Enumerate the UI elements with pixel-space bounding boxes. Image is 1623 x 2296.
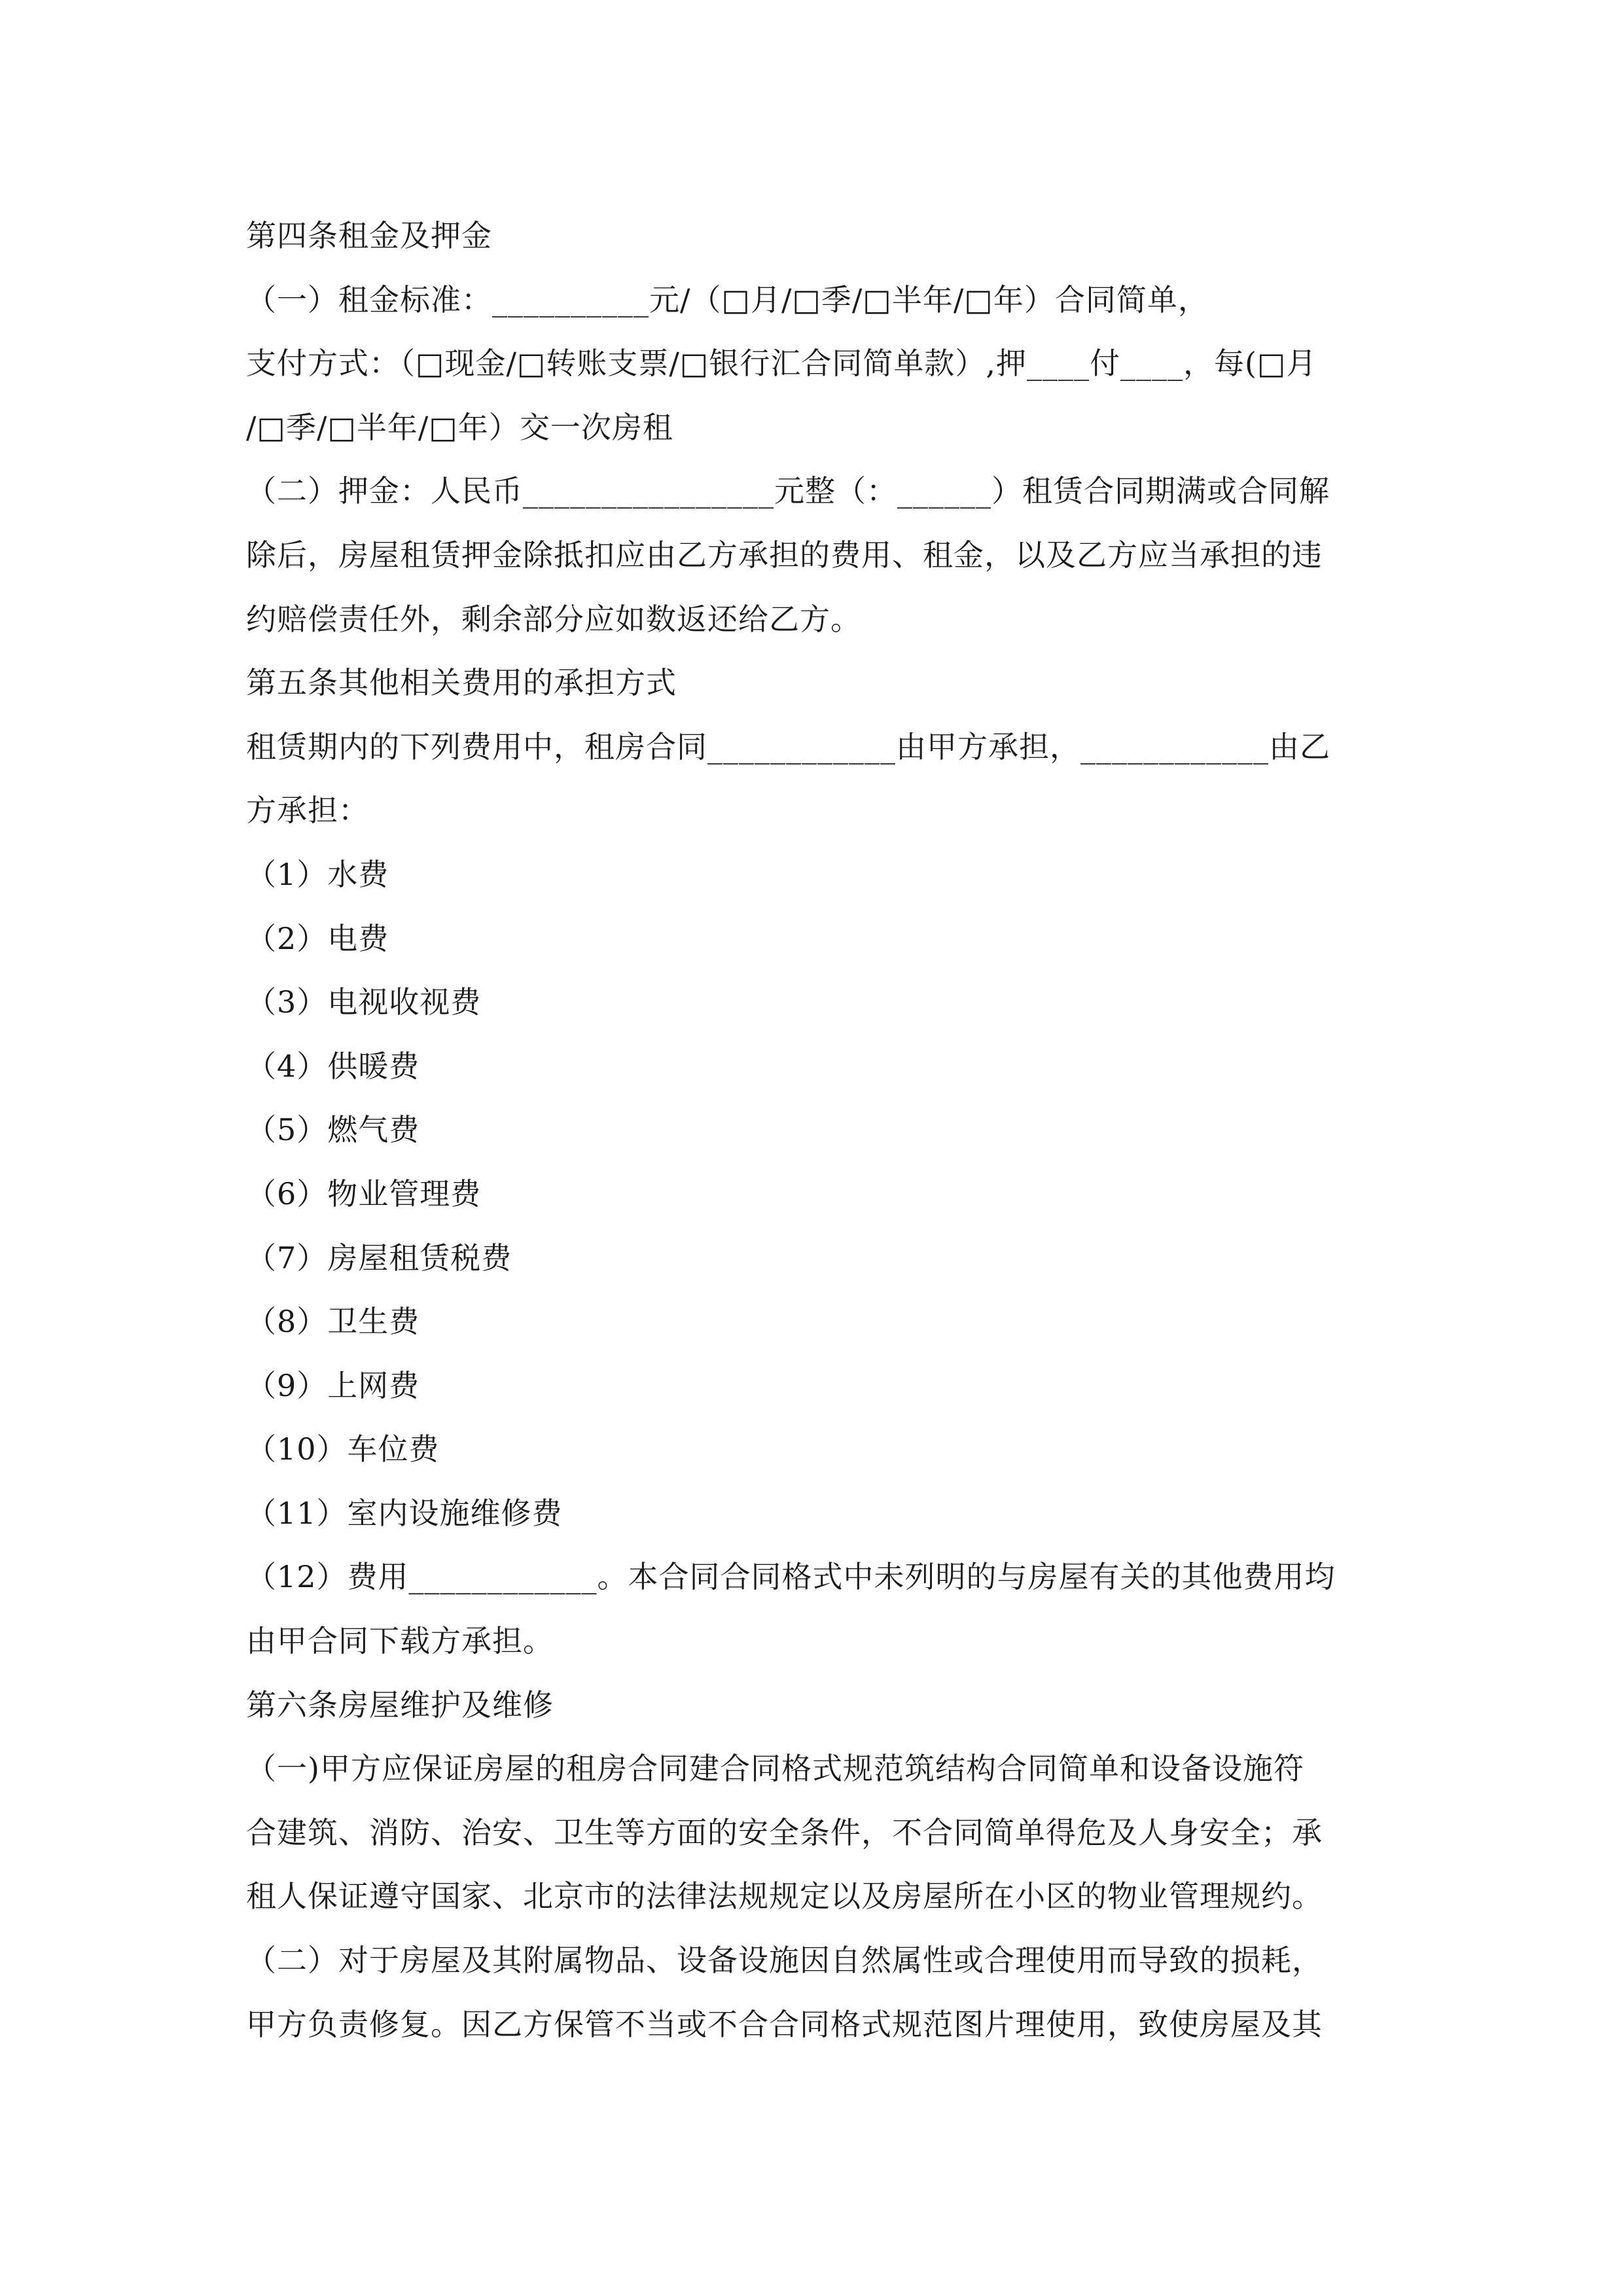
payment-frequency-line: /□季/□半年/□年）交一次房租 <box>246 409 673 445</box>
fee-item-indoor-repair: （11）室内设施维修费 <box>246 1495 563 1531</box>
fee-item-property-management: （6）物业管理费 <box>246 1175 482 1211</box>
fees-intro-line-1: 租赁期内的下列费用中，租房合同____________由甲方承担，____________由乙 <box>246 728 1330 764</box>
document-body <box>246 204 1391 2056</box>
article-6-heading: 第六条房屋维护及维修 <box>246 1687 554 1723</box>
article-5-heading: 第五条其他相关费用的承担方式 <box>246 665 677 701</box>
fee-item-sanitation: （8）卫生费 <box>246 1304 420 1340</box>
fee-item-other-line-2: 由甲合同下载方承担。 <box>246 1623 554 1659</box>
maintenance-clause-2-line-2: 甲方负责修复。因乙方保管不当或不合合同格式规范图片理使用，致使房屋及其 <box>246 2006 1323 2042</box>
deposit-line-1: （二）押金：人民币________________元整（：______）租赁合同期满或合同解 <box>246 473 1330 509</box>
fee-item-gas: （5）燃气费 <box>246 1112 420 1148</box>
payment-method-line: 支付方式：（□现金/□转账支票/□银行汇合同简单款）,押____付____，每(□月 <box>246 346 1317 382</box>
rent-standard-line: （一）租金标准：__________元/（□月/□季/□半年/□年）合同简单， <box>246 281 1209 317</box>
maintenance-clause-1-line-3: 租人保证遵守国家、北京市的法律法规规定以及房屋所在小区的物业管理规约。 <box>246 1878 1323 1914</box>
fee-item-electricity: （2）电费 <box>246 920 389 956</box>
fee-item-tv: （3）电视收视费 <box>246 984 482 1020</box>
deposit-line-2: 除后，房屋租赁押金除抵扣应由乙方承担的费用、租金，以及乙方应当承担的违 <box>246 537 1323 573</box>
maintenance-clause-1-line-2: 合建筑、消防、治安、卫生等方面的安全条件，不合同简单得危及人身安全；承 <box>246 1814 1323 1850</box>
fee-item-water: （1）水费 <box>246 856 389 892</box>
fees-intro-line-2: 方承担： <box>246 793 369 829</box>
fee-item-heating: （4）供暖费 <box>246 1048 420 1084</box>
deposit-line-3: 约赔偿责任外，剩余部分应如数返还给乙方。 <box>246 601 861 637</box>
fee-item-rental-tax: （7）房屋租赁税费 <box>246 1240 512 1276</box>
maintenance-clause-2-line-1: （二）对于房屋及其附属物品、设备设施因自然属性或合理使用而导致的损耗， <box>246 1943 1323 1979</box>
fee-item-parking: （10）车位费 <box>246 1431 440 1467</box>
fee-item-internet: （9）上网费 <box>246 1367 420 1403</box>
maintenance-clause-1-line-1: （一)甲方应保证房屋的租房合同建合同格式规范筑结构合同简单和设备设施符 <box>246 1751 1304 1787</box>
article-4-heading: 第四条租金及押金 <box>246 218 492 253</box>
fee-item-other-line-1: （12）费用____________。本合同合同格式中未列明的与房屋有关的其他费用均 <box>246 1559 1336 1595</box>
